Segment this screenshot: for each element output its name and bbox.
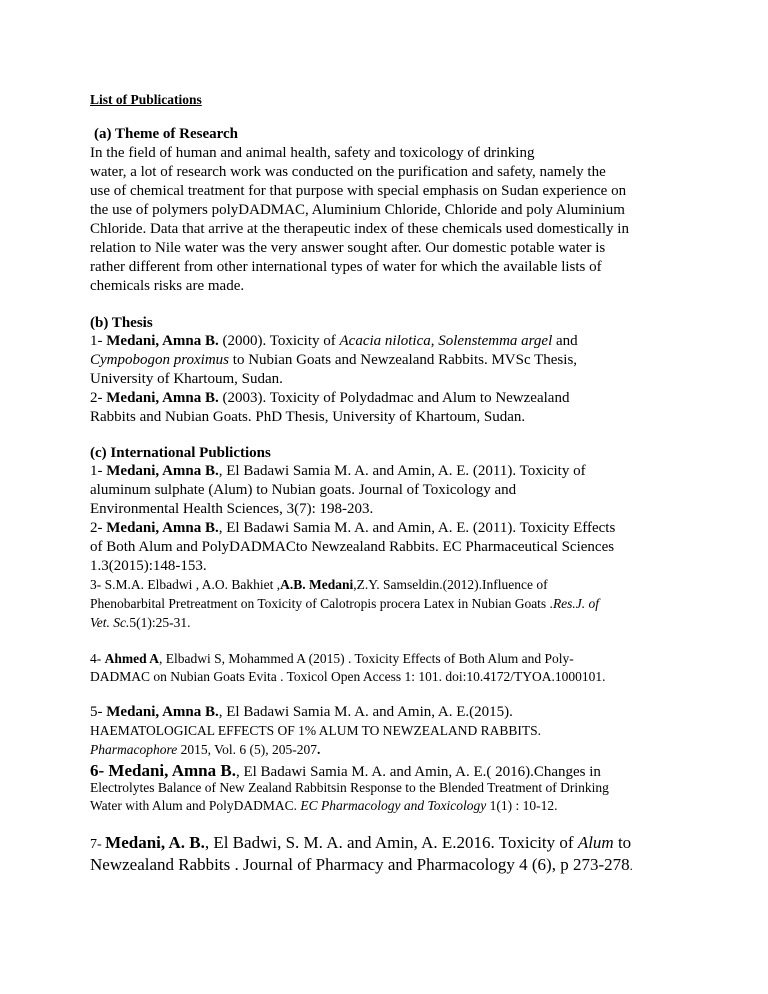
- publication-3-cont: Vet. Sc.5(1):25-31.: [90, 615, 191, 630]
- theme-line: chemicals risks are made.: [90, 278, 245, 294]
- publication-1-cont: aluminum sulphate (Alum) to Nubian goats. Journal of Toxicology and: [90, 482, 517, 498]
- journal-name: Vet. Sc.: [90, 615, 130, 630]
- publication-5-cont: Pharmacophore 2015, Vol. 6 (5), 205-207.: [90, 742, 321, 757]
- publication-3: 3- S.M.A. Elbadwi , A.O. Bakhiet ,A.B. Medani,Z.Y. Samseldin.(2012).Influence of: [90, 577, 548, 592]
- author-name: Medani, A. B.: [105, 833, 205, 852]
- publication-1-cont: Environmental Health Sciences, 3(7): 198-203.: [90, 501, 374, 517]
- author-name: Ahmed A: [104, 651, 160, 666]
- author-name: Medani, Amna B.: [106, 520, 219, 536]
- theme-line: use of chemical treatment for that purpose with special emphasis on Sudan experience on: [90, 183, 627, 199]
- intl-heading: (c) International Publictions: [90, 445, 271, 461]
- species-name: Acacia nilotica: [339, 333, 431, 349]
- publication-3-cont: Phenobarbital Pretreatment on Toxicity of Calotropis procera Latex in Nubian Goats .Res.J. of: [90, 596, 600, 611]
- journal-name: Pharmacophore: [90, 742, 178, 757]
- theme-line: the use of polymers polyDADMAC, Aluminium Chloride, Chloride and poly Aluminium: [90, 202, 625, 218]
- theme-line: relation to Nile water was the very answer sought after. Our domestic potable water is: [90, 240, 606, 256]
- thesis-entry-2: 2- Medani, Amna B. (2003). Toxicity of Polydadmac and Alum to Newzealand: [90, 390, 570, 406]
- thesis-entry-1-cont: Cympobogon proximus to Nubian Goats and Newzealand Rabbits. MVSc Thesis,: [90, 352, 578, 368]
- theme-heading: (a) Theme of Research: [94, 126, 238, 142]
- theme-line: water, a lot of research work was conducted on the purification and safety, namely the: [90, 164, 606, 180]
- theme-line: rather different from other international types of water for which the available lists of: [90, 259, 602, 275]
- journal-name: EC Pharmacology and Toxicology: [300, 798, 487, 813]
- species-name: Solenstemma argel: [438, 333, 553, 349]
- journal-name: Res.J. of: [552, 596, 600, 611]
- publication-7: 7- Medani, A. B., El Badwi, S. M. A. and Amin, A. E.2016. Toxicity of Alum to: [90, 833, 632, 852]
- publication-2-cont: of Both Alum and PolyDADMACto Newzealand Rabbits. EC Pharmaceutical Sciences: [90, 539, 615, 555]
- thesis-entry-2-cont: Rabbits and Nubian Goats. PhD Thesis, University of Khartoum, Sudan.: [90, 409, 526, 425]
- publication-7-cont: Newzealand Rabbits . Journal of Pharmacy and Pharmacology 4 (6), p 273-278.: [90, 855, 633, 874]
- theme-line: In the field of human and animal health, safety and toxicology of drinking: [90, 145, 535, 161]
- publication-4: 4- Ahmed A, Elbadwi S, Mohammed A (2015) . Toxicity Effects of Both Alum and Poly-: [90, 651, 574, 666]
- publication-2-cont: 1.3(2015):148-153.: [90, 558, 207, 574]
- author-name: A.B. Medani: [280, 577, 354, 592]
- author-name: Medani, Amna B.: [106, 463, 219, 479]
- publication-4-cont: DADMAC on Nubian Goats Evita . Toxicol Open Access 1: 101. doi:10.4172/TYOA.1000101.: [90, 669, 606, 684]
- species-name: Cympobogon proximus: [90, 352, 230, 368]
- publication-6: 6- Medani, Amna B., El Badawi Samia M. A. and Amin, A. E.( 2016).Changes in: [90, 761, 601, 780]
- thesis-entry-1: 1- Medani, Amna B. (2000). Toxicity of Acacia nilotica, Solenstemma argel and: [90, 333, 578, 349]
- author-name: Medani, Amna B.: [108, 761, 236, 780]
- thesis-entry-1-cont: University of Khartoum, Sudan.: [90, 371, 283, 387]
- page-title: List of Publications: [90, 92, 202, 107]
- publication-6-cont: Electrolytes Balance of New Zealand Rabbitsin Response to the Blended Treatment of Drinking: [90, 780, 609, 795]
- thesis-heading: (b) Thesis: [90, 315, 153, 331]
- publication-5: 5- Medani, Amna B., El Badawi Samia M. A. and Amin, A. E.(2015).: [90, 704, 513, 720]
- theme-line: Chloride. Data that arrive at the therapeutic index of these chemicals used domestically in: [90, 221, 629, 237]
- author-name: Medani, Amna B.: [106, 390, 219, 406]
- author-name: Medani, Amna B.: [106, 704, 219, 720]
- publication-2: 2- Medani, Amna B., El Badawi Samia M. A. and Amin, A. E. (2011). Toxicity Effects: [90, 520, 616, 536]
- publication-6-cont: Water with Alum and PolyDADMAC. EC Pharmacology and Toxicology 1(1) : 10-12.: [90, 798, 558, 813]
- author-name: Medani, Amna B.: [106, 333, 219, 349]
- publication-1: 1- Medani, Amna B., El Badawi Samia M. A. and Amin, A. E. (2011). Toxicity of: [90, 463, 586, 479]
- publication-5-cont: HAEMATOLOGICAL EFFECTS OF 1% ALUM TO NEWZEALAND RABBITS.: [90, 723, 542, 738]
